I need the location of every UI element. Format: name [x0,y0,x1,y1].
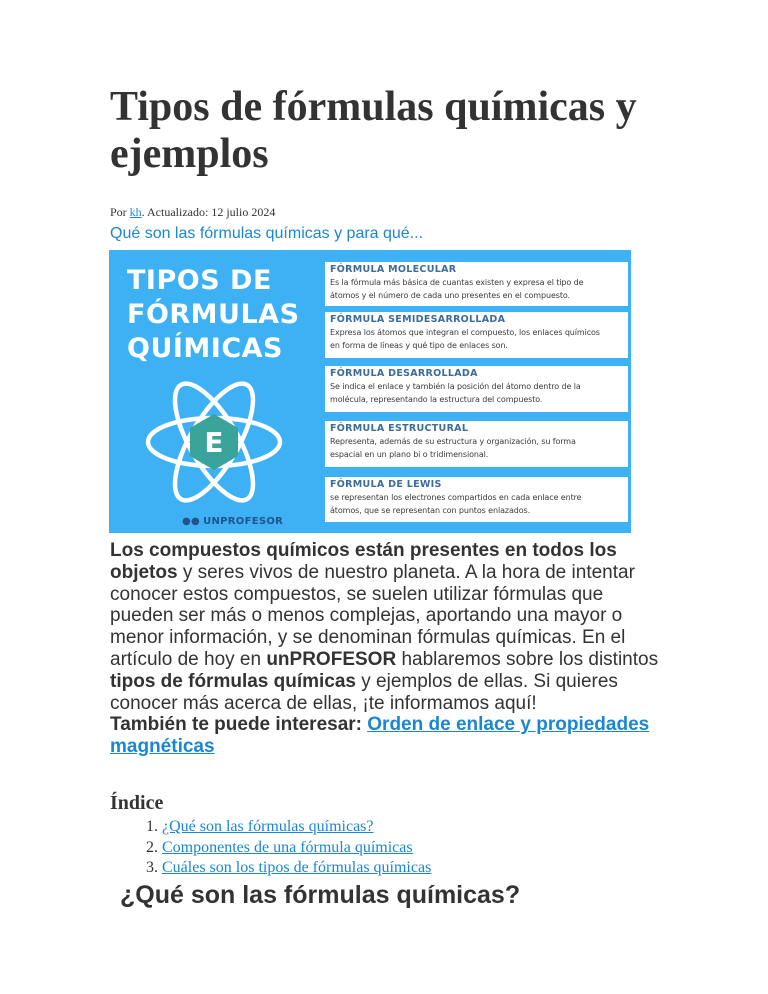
formula-desc: Expresa los átomos que integran el compuesto, los enlaces químicos [330,328,600,337]
formula-card-semidesarrollada [325,312,628,358]
toc-number: 1. [146,818,158,835]
toc-link-tipos[interactable]: Cuáles son los tipos de fórmulas químicas [162,859,432,876]
intro-text: y seres vivos de nuestro planeta. A la hora de intentar conocer estos compuestos, se suelen utilizar fórmulas que pueden ser más o menos complejas, aportando una mayor o menor información, y se denominan fórmulas químicas. En el artículo de hoy en [110,561,635,670]
toc-item [110,858,431,879]
intro-bold: unPROFESOR [266,648,397,670]
formula-desc: en forma de líneas y qué tipo de enlaces son. [330,341,508,350]
intro-paragraph [110,540,670,758]
infographic-image [109,250,631,533]
byline [110,205,275,219]
formula-name: FÓRMULA SEMIDESARROLLADA [330,314,506,325]
intro-text: hablaremos sobre los distintos [396,648,659,670]
formula-desc: espacial en un plano bi o tridimensional. [330,450,489,459]
formula-desc: se representan los electrones compartidos en cada enlace entre [330,493,582,502]
formula-desc: átomos, que se representan con puntos enlazados. [330,506,531,515]
byline-updated: . Actualizado: 12 julio 2024 [141,205,276,219]
owl-icon: ●● [182,516,201,527]
formula-card-desarrollada [325,366,628,412]
infographic-title [127,264,317,366]
infographic-title-line: FÓRMULAS [127,299,300,330]
formula-name: FÓRMULA DE LEWIS [330,479,442,490]
formula-card-lewis [325,477,628,522]
atom-icon [139,372,289,512]
toc-list [110,817,431,879]
toc-link-componentes[interactable]: Componentes de una fórmula químicas [162,838,413,856]
section-heading: ¿Qué son las fórmulas químicas? [120,881,521,909]
infographic-title-line: TIPOS DE [127,265,272,296]
related-article-link[interactable]: Orden de enlace y propiedades magnéticas [110,714,650,758]
infographic-title-line: QUÍMICAS [127,333,283,364]
toc-item [110,817,431,838]
page-title: Tipos de fórmulas químicas y ejemplos [110,84,637,177]
formula-desc: Se indica el enlace y también la posición del átomo dentro de la [330,382,581,391]
intro-text: y ejemplos de ellas. Si quieres conocer más acerca de ellas, ¡te informamos aquí! [110,670,618,714]
intro-bold: Los compuestos químicos están presentes en todos los objetos [110,540,617,583]
toc-title: Índice [110,792,164,814]
byline-prefix: Por [110,205,130,219]
formula-desc: molécula, representando la estructura del compuesto. [330,395,543,404]
formula-card-molecular [325,262,628,306]
atom-letter: E [204,426,224,459]
brand-logo [182,516,283,527]
image-caption: Qué son las fórmulas químicas y para qué... [110,225,424,242]
related-label: También te puede interesar: [110,714,368,736]
formula-desc: átomos y el número de cada uno presentes en el compuesto. [330,291,570,300]
formula-name: FÓRMULA ESTRUCTURAL [330,423,469,434]
formula-card-estructural [325,421,628,467]
author-link[interactable]: kh [129,205,142,219]
toc-number: 2. [146,838,158,856]
toc-number: 3. [146,859,158,876]
toc-item [110,838,431,859]
formula-name: FÓRMULA MOLECULAR [330,264,457,275]
intro-bold: tipos de fórmulas químicas [110,670,356,692]
formula-desc: Representa, además de su estructura y organización, su forma [330,437,576,446]
brand-name: UNPROFESOR [203,516,284,527]
toc-link-que-son[interactable]: ¿Qué son las fórmulas químicas? [162,818,374,835]
formula-name: FÓRMULA DESARROLLADA [330,368,478,379]
formula-desc: Es la fórmula más básica de cuantas existen y expresa el tipo de [330,278,584,287]
